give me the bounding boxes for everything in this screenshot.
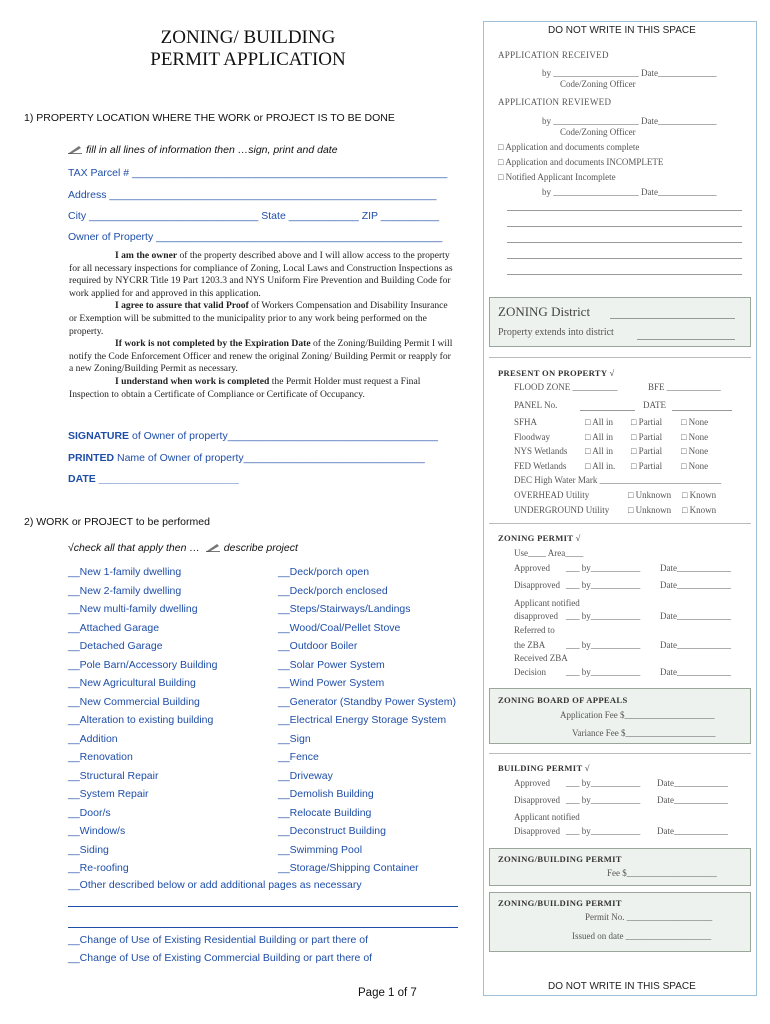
permit-fee-heading: ZONING/BUILDING PERMIT <box>498 854 622 864</box>
present-on-property-heading: PRESENT ON PROPERTY √ <box>498 368 615 378</box>
work-item-left[interactable]: __Alteration to existing building <box>68 714 214 726</box>
instruction-text: fill in all lines of information then …sign, print and date <box>86 144 338 156</box>
section1-instruction <box>68 143 338 156</box>
describe-line-2[interactable] <box>68 927 458 928</box>
work-item-right[interactable]: __Relocate Building <box>278 806 372 819</box>
work-item-left[interactable]: __System Repair <box>68 788 149 800</box>
para3-bold: If work is not completed by the Expiration Date <box>115 338 311 350</box>
work-item-right[interactable]: __Outdoor Boiler <box>278 640 358 652</box>
permit-number-heading: ZONING/BUILDING PERMIT <box>498 898 622 908</box>
permit-fee[interactable]: Fee $____________________ <box>607 868 717 878</box>
printed-label: PRINTED <box>68 452 115 464</box>
work-item-right[interactable]: __Electrical Energy Storage System <box>278 714 447 726</box>
application-received: APPLICATION RECEIVED <box>498 50 609 60</box>
work-item-right[interactable]: __Swimming Pool <box>278 843 363 856</box>
work-item-left[interactable]: __New 2-family dwelling <box>68 584 182 597</box>
title-line2: PERMIT APPLICATION <box>150 49 346 70</box>
change-use-commercial[interactable]: __Change of Use of Existing Commercial Building or part there of <box>68 952 373 964</box>
hazard-partial[interactable]: □ Partial <box>631 431 663 442</box>
other-work-item[interactable]: __Other described below or add additional pages as necessary <box>68 879 362 891</box>
hazard-partial[interactable]: □ Partial <box>631 417 663 427</box>
overhead-known[interactable]: □ Known <box>682 490 717 500</box>
extends-label: Property extends into district <box>498 327 614 338</box>
bp-disapproved-2: Disapproved <box>514 826 560 836</box>
work-item-left[interactable]: __Detached Garage <box>68 640 163 652</box>
section2-instruction <box>68 541 298 554</box>
use-area[interactable]: Use____ Area____ <box>514 548 584 558</box>
do-not-write-top: DO NOT WRITE IN THIS SPACE <box>548 25 696 36</box>
bp-notified-date[interactable]: Date____________ <box>657 826 728 836</box>
incomplete-checkbox[interactable]: □ Application and documents INCOMPLETE <box>498 157 664 167</box>
hazard-none[interactable]: □ None <box>681 460 709 471</box>
work-item-right[interactable]: __Fence <box>278 751 319 763</box>
owner-statement <box>69 250 454 401</box>
hazard-partial[interactable]: □ Partial <box>631 460 663 471</box>
permit-number[interactable]: Permit No. ___________________ <box>585 912 713 922</box>
pencil-icon <box>68 144 83 154</box>
notes-line-1[interactable] <box>507 210 742 211</box>
para4-text: the Permit Holder must request a Final Inspection to obtain a Certificate of Compliance or Certificate of Occupancy. <box>69 375 421 400</box>
zp-decision-date[interactable]: Date____________ <box>660 667 731 677</box>
zp-applicant-notified: Applicant notified <box>514 598 580 608</box>
underground-utility: UNDERGROUND Utility <box>514 505 610 515</box>
work-item-right[interactable]: __Generator (Standby Power System) <box>278 695 456 708</box>
zp-disapproved-lc: disapproved <box>514 611 558 621</box>
work-item-left[interactable]: __New 1-family dwelling <box>68 566 182 578</box>
change-use-residential[interactable]: __Change of Use of Existing Residential Building or part there of <box>68 934 369 946</box>
notified-checkbox[interactable]: □ Notified Applicant Incomplete <box>498 172 616 182</box>
hazard-all-in[interactable]: □ All in. <box>585 460 616 471</box>
zp-zba-by[interactable]: ___ by___________ <box>566 640 641 650</box>
zp-decision: Decision <box>514 667 546 677</box>
signature-label: SIGNATURE <box>68 430 130 442</box>
work-item-right[interactable]: __Driveway <box>278 769 333 782</box>
reviewed-by-date[interactable]: by ___________________ Date_____________ <box>542 116 717 126</box>
building-permit-heading: BUILDING PERMIT √ <box>498 763 590 773</box>
divider <box>489 357 751 358</box>
work-item-left[interactable]: __Pole Barn/Accessory Building <box>68 658 218 671</box>
zp-disapproved-by[interactable]: ___ by___________ <box>566 580 641 590</box>
work-item-right[interactable]: __Deck/porch enclosed <box>278 584 388 597</box>
underground-known[interactable]: □ Known <box>682 505 717 515</box>
pencil-icon <box>206 542 221 552</box>
para4-bold: I understand when work is completed <box>115 375 270 387</box>
work-item-left[interactable]: __Re-roofing <box>68 862 129 874</box>
hazard-all-in[interactable]: □ All in <box>585 446 613 456</box>
hazard-name: Floodway <box>514 431 550 442</box>
notes-line-2[interactable] <box>507 226 742 227</box>
hazard-name: NYS Wetlands <box>514 446 568 456</box>
zp-disapproved: Disapproved <box>514 580 560 590</box>
work-item-right[interactable]: __Wind Power System <box>278 677 385 689</box>
bp-disapproved: Disapproved <box>514 795 560 805</box>
panel-no-line[interactable] <box>580 410 635 411</box>
panel-date-line[interactable] <box>672 410 732 411</box>
describe-instruction: describe project <box>223 542 298 554</box>
dec-high-water-mark[interactable]: DEC High Water Mark ___________________________ <box>514 475 722 485</box>
variance-fee[interactable]: Variance Fee $____________________ <box>572 728 716 738</box>
do-not-write-bottom: DO NOT WRITE IN THIS SPACE <box>548 981 696 992</box>
notes-line-5[interactable] <box>507 274 742 275</box>
zoning-district-label: ZONING District <box>498 304 591 319</box>
work-item-left[interactable]: __New multi-family dwelling <box>68 603 198 615</box>
issued-on-date[interactable]: Issued on date ___________________ <box>572 931 712 941</box>
work-item-right[interactable]: __Deck/porch open <box>278 566 370 578</box>
address-field[interactable]: Address ________________________________________________________ <box>68 189 437 201</box>
work-item-right[interactable]: __Sign <box>278 732 311 745</box>
overhead-utility: OVERHEAD Utility <box>514 490 590 500</box>
work-item-left[interactable]: __Renovation <box>68 751 133 763</box>
zp-decision-by[interactable]: ___ by___________ <box>566 667 641 677</box>
zp-zba-date[interactable]: Date____________ <box>660 640 731 650</box>
check-instruction: √check all that apply then … <box>68 542 200 554</box>
zp-approved-by[interactable]: ___ by___________ <box>566 563 641 573</box>
para3-text: of the Zoning/Building Permit I will notify the Code Enforcement Officer and renew the original Zoning/ Building Permit or reapply for a new Zoning/Building Permit as necessary. <box>69 338 453 375</box>
bp-approved-by[interactable]: ___ by___________ <box>566 778 641 788</box>
work-item-left[interactable]: __Siding <box>68 843 109 856</box>
panel-no: PANEL No. <box>514 400 558 410</box>
hazard-all-in[interactable]: □ All in <box>585 431 613 442</box>
panel-date: DATE <box>643 400 666 410</box>
page-number: Page 1 of 7 <box>358 987 417 999</box>
zoning-permit-heading: ZONING PERMIT √ <box>498 533 581 543</box>
work-item-right[interactable]: __Solar Power System <box>278 658 385 671</box>
bp-notified-by[interactable]: ___ by___________ <box>566 826 641 836</box>
para2-text: of Workers Compensation and Disability Insurance or Exemption will be submitted to the municipality prior to any work being performed on the property. <box>69 300 448 337</box>
owner-field[interactable]: Owner of Property _________________________________________________ <box>68 231 443 243</box>
work-item-left[interactable]: __New Commercial Building <box>68 695 200 708</box>
zp-approved: Approved <box>514 563 550 573</box>
work-item-left[interactable]: __Attached Garage <box>68 621 160 634</box>
notes-line-4[interactable] <box>507 258 742 259</box>
hazard-all-in[interactable]: □ All in <box>585 417 613 427</box>
zba-heading: ZONING BOARD OF APPEALS <box>498 695 628 705</box>
officer-label: Code/Zoning Officer <box>560 79 636 89</box>
divider <box>489 753 751 754</box>
work-item-right[interactable]: __Storage/Shipping Container <box>278 862 419 874</box>
bp-disapproved-by[interactable]: ___ by___________ <box>566 795 641 805</box>
section2-heading: 2) WORK or PROJECT to be performed <box>24 516 210 528</box>
hazard-none[interactable]: □ None <box>681 431 709 442</box>
application-fee[interactable]: Application Fee $____________________ <box>560 710 715 720</box>
zp-notified-date[interactable]: Date____________ <box>660 611 731 621</box>
notified-by-date[interactable]: by ___________________ Date_____________ <box>542 187 717 197</box>
work-item-left[interactable]: __Door/s <box>68 806 111 819</box>
complete-checkbox[interactable]: □ Application and documents complete <box>498 142 640 152</box>
zp-approved-date[interactable]: Date____________ <box>660 563 731 573</box>
bp-applicant-notified: Applicant notified <box>514 812 580 822</box>
tax-parcel-field[interactable]: TAX Parcel # ______________________________________________________ <box>68 167 448 179</box>
para1-bold: I am the owner <box>115 250 178 261</box>
zp-the-zba: the ZBA <box>514 640 546 650</box>
work-item-left[interactable]: __New Agricultural Building <box>68 677 196 689</box>
bfe[interactable]: BFE ____________ <box>648 382 721 392</box>
zp-disapproved-date[interactable]: Date____________ <box>660 580 731 590</box>
hazard-none[interactable]: □ None <box>681 446 709 456</box>
zp-received-zba: Received ZBA <box>514 653 568 663</box>
hazard-partial[interactable]: □ Partial <box>631 446 663 456</box>
zp-referred-to: Referred to <box>514 625 555 635</box>
underground-unknown[interactable]: □ Unknown <box>628 505 672 515</box>
work-item-right[interactable]: __Deconstruct Building <box>278 825 386 837</box>
work-item-right[interactable]: __Demolish Building <box>278 788 374 800</box>
para1-text: of the property described above and I will allow access to the property for all necessary inspections for compliance of Zoning, Local Laws and Construction Inspections as required by NYCRR Title 19 Part 1203.3 and NYS Uniform Fire Prevention and Building Code for work applied for and approved in this application. <box>69 250 453 299</box>
flood-zone[interactable]: FLOOD ZONE __________ <box>514 382 618 392</box>
hazard-none[interactable]: □ None <box>681 417 709 427</box>
title-line1: ZONING/ BUILDING <box>160 27 336 48</box>
hazard-name: SFHA <box>514 417 538 427</box>
work-item-right[interactable]: __Steps/Stairways/Landings <box>278 603 411 615</box>
printed-line: Name of Owner of property_______________________________ <box>114 452 425 464</box>
para2-bold: I agree to assure that valid Proof <box>115 300 249 312</box>
divider <box>489 523 751 524</box>
zp-notified-by[interactable]: ___ by___________ <box>566 611 641 621</box>
describe-line-1[interactable] <box>68 906 458 907</box>
work-item-left[interactable]: __Window/s <box>68 825 126 837</box>
bp-approved: Approved <box>514 778 550 788</box>
bp-disapproved-date[interactable]: Date____________ <box>657 795 728 805</box>
application-reviewed: APPLICATION REVIEWED <box>498 97 612 107</box>
city-state-zip-field[interactable]: City _____________________________ State ____________ ZIP __________ <box>68 210 440 222</box>
bp-approved-date[interactable]: Date____________ <box>657 778 728 788</box>
hazard-name: FED Wetlands <box>514 460 567 471</box>
officer-label-2: Code/Zoning Officer <box>560 127 636 137</box>
zoning-district-line[interactable] <box>610 318 735 319</box>
received-by-date[interactable]: by ___________________ Date_____________ <box>542 68 717 78</box>
date-field[interactable]: DATE ________________________ <box>68 473 239 485</box>
section1-heading: 1) PROPERTY LOCATION WHERE THE WORK or PROJECT IS TO BE DONE <box>24 112 395 124</box>
extends-line[interactable] <box>637 339 735 340</box>
overhead-unknown[interactable]: □ Unknown <box>628 490 672 500</box>
printed-name-field[interactable] <box>68 452 425 464</box>
signature-line: of Owner of property____________________________________ <box>129 430 438 442</box>
work-item-right[interactable]: __Wood/Coal/Pellet Stove <box>278 621 401 634</box>
work-item-left[interactable]: __Structural Repair <box>68 769 159 782</box>
signature-field[interactable] <box>68 430 438 442</box>
work-item-left[interactable]: __Addition <box>68 732 118 745</box>
notes-line-3[interactable] <box>507 242 742 243</box>
